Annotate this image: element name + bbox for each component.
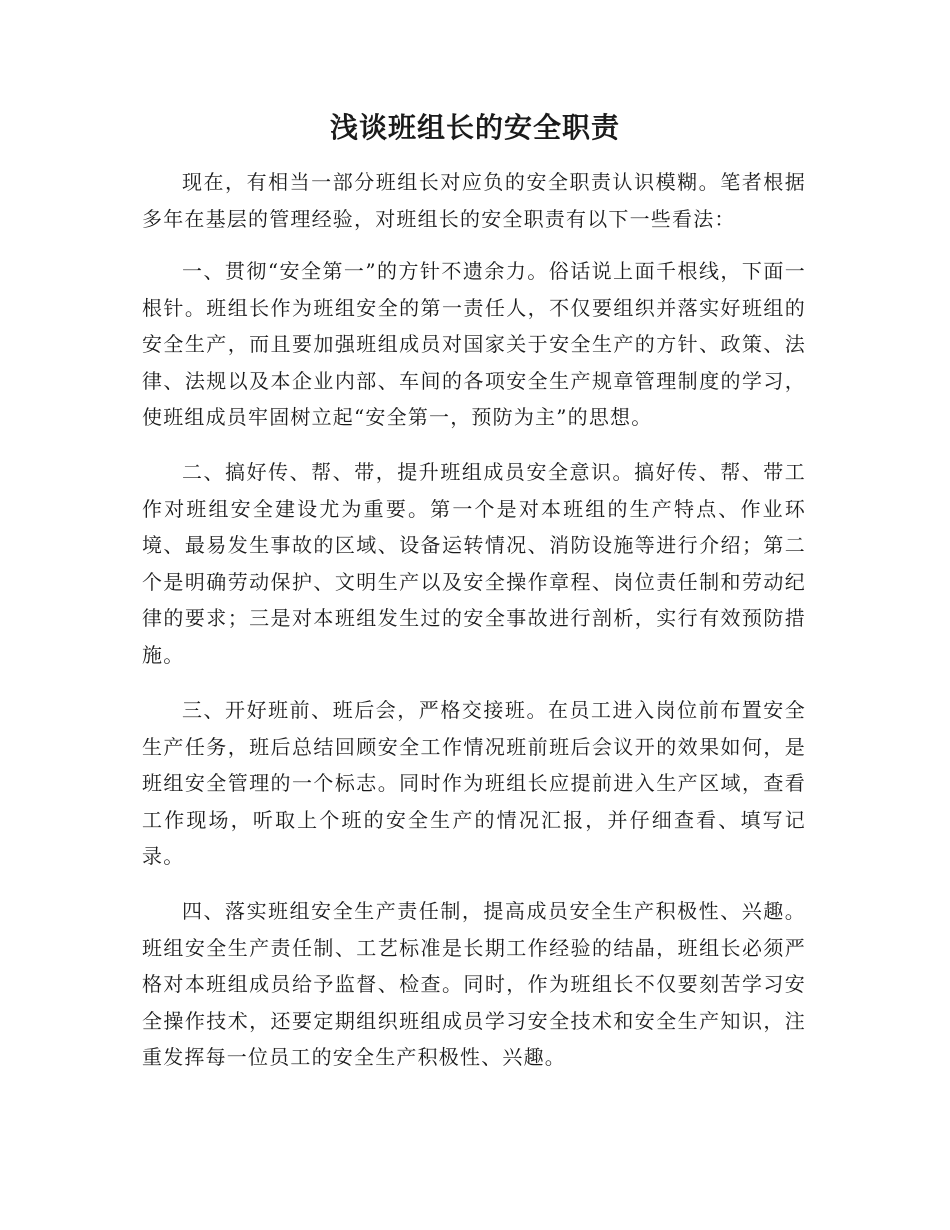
paragraph-point-3: 三、开好班前、班后会，严格交接班。在员工进入岗位前布置安全生产任务，班后总结回顾安全工作情况班前班后会议开的效果如何，是班组安全管理的一个标志。同时作为班组长应提前进入生产区域，查看工作现场，听取上个班的安全生产的情况汇报，并仔细查看、填写记录。 <box>142 698 806 869</box>
paragraph-intro: 现在，有相当一部分班组长对应负的安全职责认识模糊。笔者根据多年在基层的管理经验，对班组长的安全职责有以下一些看法： <box>142 170 806 231</box>
paragraph-point-2: 二、搞好传、帮、带，提升班组成员安全意识。搞好传、帮、带工作对班组安全建设尤为重要。第一个是对本班组的生产特点、作业环境、最易发生事故的区域、设备运转情况、消防设施等进行介绍；第二个是明确劳动保护、文明生产以及安全操作章程、岗位责任制和劳动纪律的要求；三是对本班组发生过的安全事故进行剖析，实行有效预防措施。 <box>142 460 806 667</box>
paragraph-point-4: 四、落实班组安全生产责任制，提高成员安全生产积极性、兴趣。班组安全生产责任制、工艺标准是长期工作经验的结晶，班组长必须严格对本班组成员给予监督、检查。同时，作为班组长不仅要刻苦学习安全操作技术，还要定期组织班组成员学习安全技术和安全生产知识，注重发挥每一位员工的安全生产积极性、兴趣。 <box>142 899 806 1070</box>
document-title: 浅谈班组长的安全职责 <box>329 111 620 144</box>
paragraph-point-1: 一、贯彻“安全第一”的方针不遗余力。俗话说上面千根线，下面一根针。班组长作为班组安全的第一责任人，不仅要组织并落实好班组的安全生产，而且要加强班组成员对国家关于安全生产的方针、政策、法律、法规以及本企业内部、车间的各项安全生产规章管理制度的学习，使班组成员牢固树立起“安全第一，预防为主”的思想。 <box>142 259 806 430</box>
